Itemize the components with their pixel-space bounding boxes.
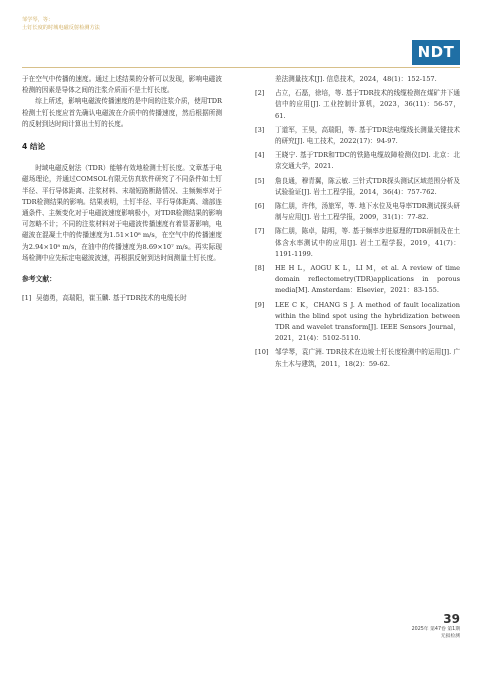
- header-rule: [22, 67, 460, 68]
- section-heading-conclusion: 4 结论: [22, 142, 46, 152]
- reference-item: [255, 201, 460, 223]
- reference-number: [5]: [255, 176, 265, 185]
- paragraph-conclusion: 时域电磁反射法（TDR）能够有效地检测土钉长度。文章基于电磁场理论，并通过COMSOL有限元仿真软件研究了不同条件如土钉半径、平行导体距离、注浆材料、末端短路断路情况、主频频率对于TDR检测结果的影响。结果表明，土钉半径、平行导体距离、端部连通条件、主频变化对于电磁波速度影响极小，对TDR检测结果的影响可忽略不计；不同的注浆材料对于电磁波传播速度有着显著影响，电磁波在混凝土中的传播速度为1.51×10⁸ m/s，在空气中的传播速度为2.94×10⁸ m/s，在油中的传播速度为8.69×10⁷ m/s。再实际现场检测中应先标定电磁波波速，再根据反射到达时间测量土钉长度。: [22, 164, 222, 262]
- reference-text: 吴德勇，高瑞阳，崔玉麟. 基于TDR技术的电缆长时: [36, 294, 187, 303]
- reference-item: [255, 300, 460, 345]
- reference-text: HE H L，AOGU K L，LI M，et al. A review of time domain reflectometry(TDR)applications in porous media[M]. Amsterdam：Elsevier，2021：83-155.: [275, 264, 460, 295]
- header-authors: 邹学琴，等：: [22, 17, 54, 23]
- page-number: 39: [443, 612, 460, 626]
- reference-number: [7]: [255, 227, 265, 236]
- paragraph-2: 综上所述，影响电磁波传播速度的是中间的注浆介质，使用TDR检测土钉长度应首先确认电磁波在介质中的传播速度，然后根据所测的反射到达时间计算出土钉的长度。: [22, 97, 222, 128]
- right-column: [255, 74, 460, 373]
- left-column: [22, 74, 222, 304]
- reference-text: 邹学琴，袁广洲. TDR技术在边坡土钉长度检测中的运用[J]. 广东土木与建筑，2011，18(2)：59-62.: [275, 348, 460, 368]
- reference-item: [22, 293, 222, 304]
- reference-item: [255, 347, 460, 369]
- journal-logo: [412, 40, 460, 65]
- reference-item: [255, 226, 460, 260]
- reference-item: [255, 263, 460, 297]
- reference-number: [8]: [255, 264, 265, 273]
- logo-text: NDT: [417, 43, 455, 61]
- header-title: 土钉长度的时城电磁反射检测方法: [22, 25, 100, 31]
- references-title: 参考文献：: [22, 275, 56, 284]
- reference-item: [255, 150, 460, 172]
- paragraph-1: 于在空气中传播的速度。通过上述结果的分析可以发现，影响电磁波检测的因素是导体之间的注浆介质而不是土钉长度。: [22, 75, 222, 95]
- reference-number: [2]: [255, 89, 265, 98]
- reference-text: 王晓宁. 基于TDR和TDC的铁路电缆故障检测仪[D]. 北京：北京交通大学，2021.: [275, 151, 460, 171]
- journal-name: 无损检测: [440, 634, 460, 639]
- reference-text: 陈仁朋，陈卓，陆明，等. 基于频率步进原理的TDR研制及在土体含水率测试中的应用[J]. 岩土工程学报，2019，41(7)：1191-1199.: [275, 227, 460, 258]
- reference-text: LEE C K，CHANG S J. A method of fault localization within the blind spot using the hybridization between TDR and wavelet transform[J]. IEEE Sensors Journal，2021，21(4)：5102-5110.: [275, 300, 460, 343]
- reference-item: [255, 74, 460, 85]
- running-header: [22, 16, 100, 32]
- reference-number: [9]: [255, 300, 265, 309]
- reference-item: [255, 88, 460, 122]
- issue-info: 2025年 第47卷 第1期: [411, 627, 460, 632]
- reference-text: 占立，石磊，徐培，等. 基于TDR技术的线缆检测在煤矿井下通信中的应用[J]. 工业控制计算机，2023，36(11)：56-57，61.: [275, 89, 460, 120]
- reference-number: [3]: [255, 125, 265, 134]
- reference-item: [255, 125, 460, 147]
- reference-number: [4]: [255, 151, 265, 160]
- page-footer: [412, 612, 460, 640]
- reference-text: 差法测量技术[J]. 信息技术，2024，48(1)：152-157.: [275, 75, 437, 83]
- reference-item: [255, 176, 460, 198]
- reference-number: [1]: [22, 294, 32, 303]
- reference-text: 陈仁朋，许伟，汤旅军，等. 地下水位及电导率TDR测试探头研制与应用[J]. 岩土工程学报，2009，31(1)：77-82.: [275, 202, 460, 222]
- reference-text: 丁道军，王昊，高瑞阳，等. 基于TDR法电缆线长测量关键技术的研究[J]. 电工技术，2022(17)：94-97.: [275, 125, 460, 146]
- reference-number: [10]: [255, 348, 269, 357]
- reference-text: 詹良通，穆青翼，陈云敏. 三针式TDR探头测试区域范围分析及试验验证[J]. 岩土工程学报，2014，36(4)：757-762.: [275, 176, 460, 196]
- reference-number: [6]: [255, 202, 265, 211]
